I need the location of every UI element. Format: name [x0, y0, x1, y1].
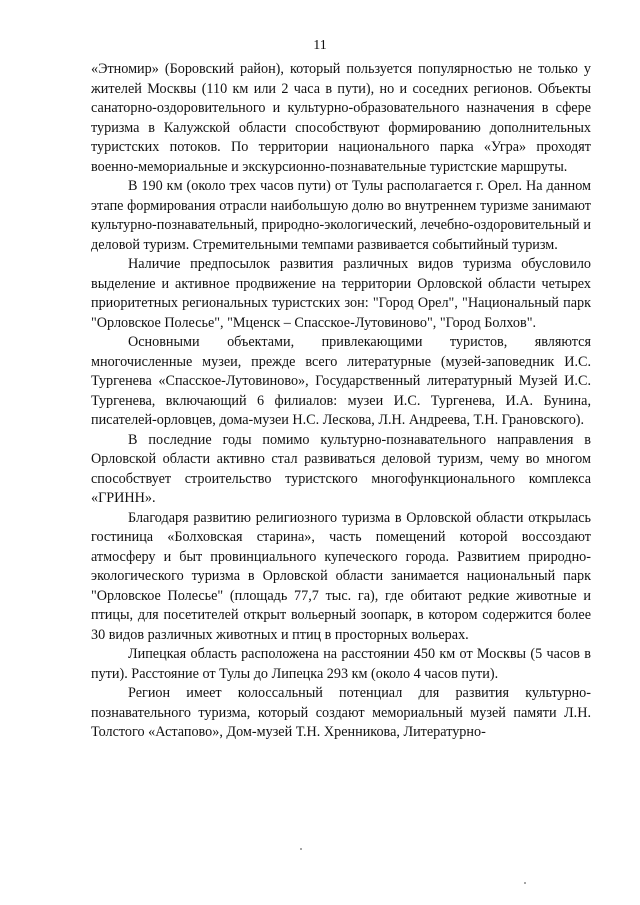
document-body	[91, 60, 591, 743]
paragraph-region-potential: Регион имеет колоссальный потенциал для развития культурно-познавательного туризма, который создают мемориальный музей памяти Л.Н. Толстого «Астапово», Дом-музей Т.Н. Хренникова, Литературно-	[91, 685, 591, 740]
page-number: 11	[313, 38, 327, 53]
paragraph-etnomir: «Этномир» (Боровский район), который пользуется популярностью не только у жителей Москвы (110 км или 2 часа в пути), но и соседних регионов. Объекты санаторно-оздоровительного и культурно-образовательного назначения в сфере туризма в Калужской области способствуют формированию дополнительных туристских потоков. По территории национального парка «Угра» проходят военно-мемориальные и экскурсионно-познавательные туристские маршруты.	[91, 61, 591, 175]
scan-speck	[300, 848, 302, 850]
paragraph-lipetsk: Липецкая область расположена на расстоянии 450 км от Москвы (5 часов в пути). Расстояние от Тулы до Липецка 293 км (около 4 часов пути).	[91, 646, 591, 682]
paragraph-religious-tourism: Благодаря развитию религиозного туризма в Орловской области открылась гостиница «Болховская старина», часть помещений которой воссоздают атмосферу и быт провинциального купеческого города. Развитием природно-экологического туризма в Орловской области занимается национальный парк "Орловское Полесье" (площадь 77,7 тыс. га), где обитают редкие животные и птицы, для посетителей открыт вольерный зоопарк, в котором содержится более 30 видов различных животных и птиц в просторных вольерах.	[91, 509, 591, 643]
paragraph-orel: В 190 км (около трех часов пути) от Тулы располагается г. Орел. На данном этапе формирования отрасли наибольшую долю во внутреннем туризме занимают культурно-познавательный, природно-экологический, лечебно-оздоровительный и деловой туризм. Стремительными темпами развивается событийный туризм.	[91, 178, 591, 253]
paragraph-museums: Основными объектами, привлекающими туристов, являются многочисленные музеи, прежде всего литературные (музей-заповедник И.С. Тургенева «Спасское-Лутовиново», Государственный литературный Музей И.С. Тургенева, включающий 6 филиалов: музеи И.С. Тургенева, И.А. Бунина, писателей-орловцев, дома-музеи Н.С. Лескова, Л.Н. Андреева, Т.Н. Грановского).	[91, 334, 591, 428]
scan-speck	[524, 882, 526, 884]
paragraph-tourist-zones: Наличие предпосылок развития различных видов туризма обусловило выделение и активное продвижение на территории Орловской области четырех приоритетных региональных туристских зон: "Город Орел", "Национальный парк "Орловское Полесье", "Мценск – Спасское-Лутовиново", "Город Болхов".	[91, 256, 591, 331]
paragraph-business-tourism: В последние годы помимо культурно-познавательного направления в Орловской области активно стал развиваться деловой туризм, чему во многом способствует строительство туристского многофункционального комплекса «ГРИНН».	[91, 431, 591, 506]
